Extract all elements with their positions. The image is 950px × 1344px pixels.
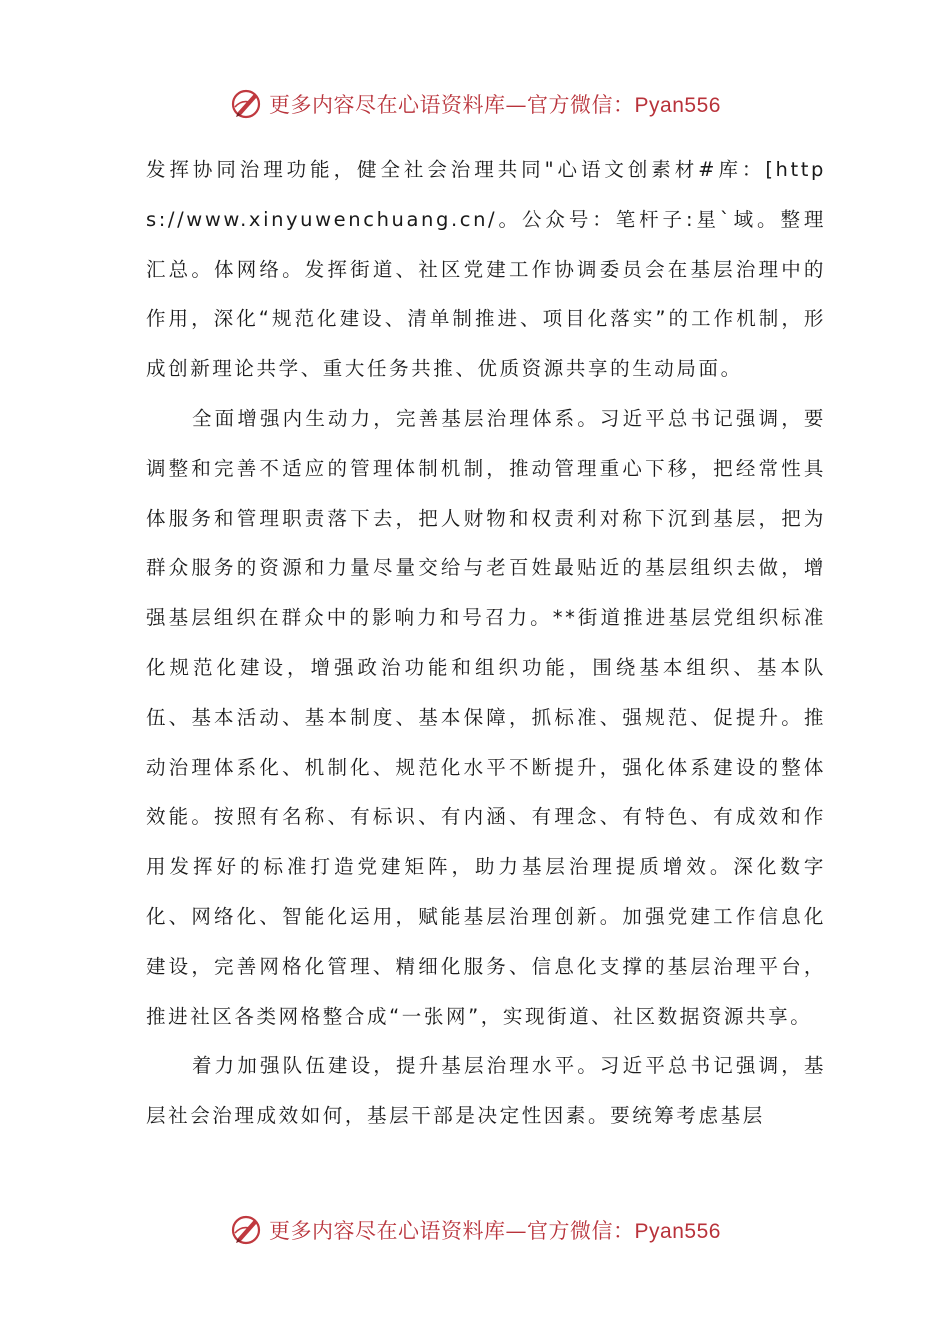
header-wechat-id: Pyan556 [634,94,721,117]
paragraph-2: 全面增强内生动力，完善基层治理体系。习近平总书记强调，要调整和完善不适应的管理体制机制，推动管理重心下移，把经常性具体服务和管理职责落下去，把人财物和权责利对称下沉到基层，把为群众服务的资源和力量尽量交给与老百姓最贴近的基层组织去做，增强基层组织在群众中的影响力和号召力。**街道推进基层党组织标准化规范化建设，增强政治功能和组织功能，围绕基本组织、基本队伍、基本活动、基本制度、基本保障，抓标准、强规范、促提升。推动治理体系化、机制化、规范化水平不断提升，强化体系建设的整体效能。按照有名称、有标识、有内涵、有理念、有特色、有成效和作用发挥好的标准打造党建矩阵，助力基层治理提质增效。深化数字化、网络化、智能化运用，赋能基层治理创新。加强党建工作信息化建设，完善网格化管理、精细化服务、信息化支撑的基层治理平台，推进社区各类网格整合成“一张网”，实现街道、社区数据资源共享。 [146,406,826,1028]
footer-banner-text [269,1215,721,1245]
footer-wechat-id: Pyan556 [634,1220,721,1243]
header-banner [0,84,950,124]
footer-banner-label: 更多内容尽在心语资料库—官方微信： [269,1219,635,1243]
pen-logo-icon [229,86,265,122]
footer-banner [0,1210,950,1250]
header-banner-text [269,89,721,119]
paragraph-1: 发挥协同治理功能，健全社会治理共同"心语文创素材#库：[https://www.xinyuwenchuang.cn/。公众号：笔杆子:星`域。整理汇总。体网络。发挥街道、社区党建工作协调委员会在基层治理中的作用，深化“规范化建设、清单制推进、项目化落实”的工作机制，形成创新理论共学、重大任务共推、优质资源共享的生动局面。 [146,158,826,381]
paragraph-3: 着力加强队伍建设，提升基层治理水平。习近平总书记强调，基层社会治理成效如何，基层干部是决定性因素。要统筹考虑基层 [146,1054,826,1128]
pen-logo-icon [229,1212,265,1248]
header-banner-label: 更多内容尽在心语资料库—官方微信： [269,93,635,117]
document-body [146,145,826,1141]
